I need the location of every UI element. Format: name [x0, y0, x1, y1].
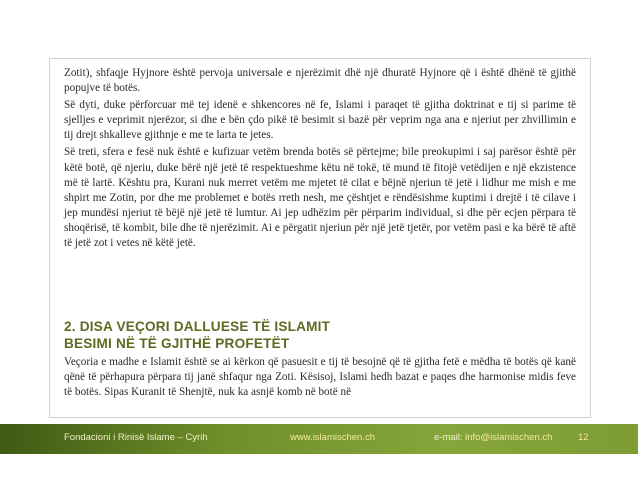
- body-text-top: [64, 66, 576, 253]
- paragraph-2: Së dyti, duke përforcuar më tej idenë e shkencores në fe, Islami i paraqet të gjitha doktrinat e tij si parime të sjelljes e veprimit njerëzor, si dhe e bën çdo pikë të besimit si bazë për veprim nga ana e njeriut per zhvillimin e tij drejt shkalleve gjithnje e me te larta te jetes.: [64, 99, 576, 142]
- footer-website-link[interactable]: www.islamischen.ch: [290, 432, 375, 443]
- paragraph-4: Veçoria e madhe e Islamit është se ai kërkon që pasuesit e tij të besojnë që të gjitha fetë e mëdha të botës që kanë qënë të përhapura përpara tij janë shfaqur nga Zoti. Kësisoj, Islami hedh bazat e paqes dhe harmonise midis feve të botës. Sipas Kuranit të Shenjtë, nuk ka asnjë komb në botë në: [64, 356, 576, 399]
- paragraph-1: Zotit), shfaqje Hyjnore është pervoja universale e njerëzimit dhë një dhuratë Hyjnore që i është dhënë të gjithë popujve të botës.: [64, 67, 576, 95]
- body-text-bottom: [64, 355, 576, 400]
- footer-bar: [0, 424, 638, 454]
- footer-publisher: Fondacioni i Rinisë Islame – Cyrih: [64, 432, 208, 443]
- footer-email-link[interactable]: info@islamischen.ch: [465, 432, 553, 443]
- footer-email: [434, 432, 552, 443]
- section-heading: [64, 318, 576, 352]
- footer-email-label: e-mail:: [434, 432, 463, 443]
- section-heading-line1: 2. DISA VEÇORI DALLUESE TË ISLAMIT: [64, 319, 331, 334]
- section-heading-line2: BESIMI NË TË GJITHË PROFETËT: [64, 336, 290, 351]
- page-number: 12: [578, 432, 589, 443]
- paragraph-3: Së treti, sfera e fesë nuk është e kufizuar vetëm brenda botës së përtejme; bile preokupimi i saj parësor është për këtë botë, që njeriu, duke bërë një jetë të respektueshme këtu në tokë, të mund të fitojë vetëdijen e një ekzistence më të lartë. Kështu pra, Kurani nuk merret vetëm me mjetet të cilat e bëjnë njeriun të jetë i lidhur me mish e me shpirt me Zotin, por dhe me problemet e botës rreth nesh, me çështjet e rëndësishme kuptimi i drejtë i të cilave i jep mundësi njeriut të bëjë një jetë të lumtur. Ai jep udhëzim për përparim individual, si dhe për ecjen përpara të shoqërisë, të kombit, bile dhe të njerëzimit. Ai e përgatit njeriun për një jetë tjetër, por vetëm pasi e ka bërë të aftë të jetë zot i vetes në këtë jetë.: [64, 146, 576, 250]
